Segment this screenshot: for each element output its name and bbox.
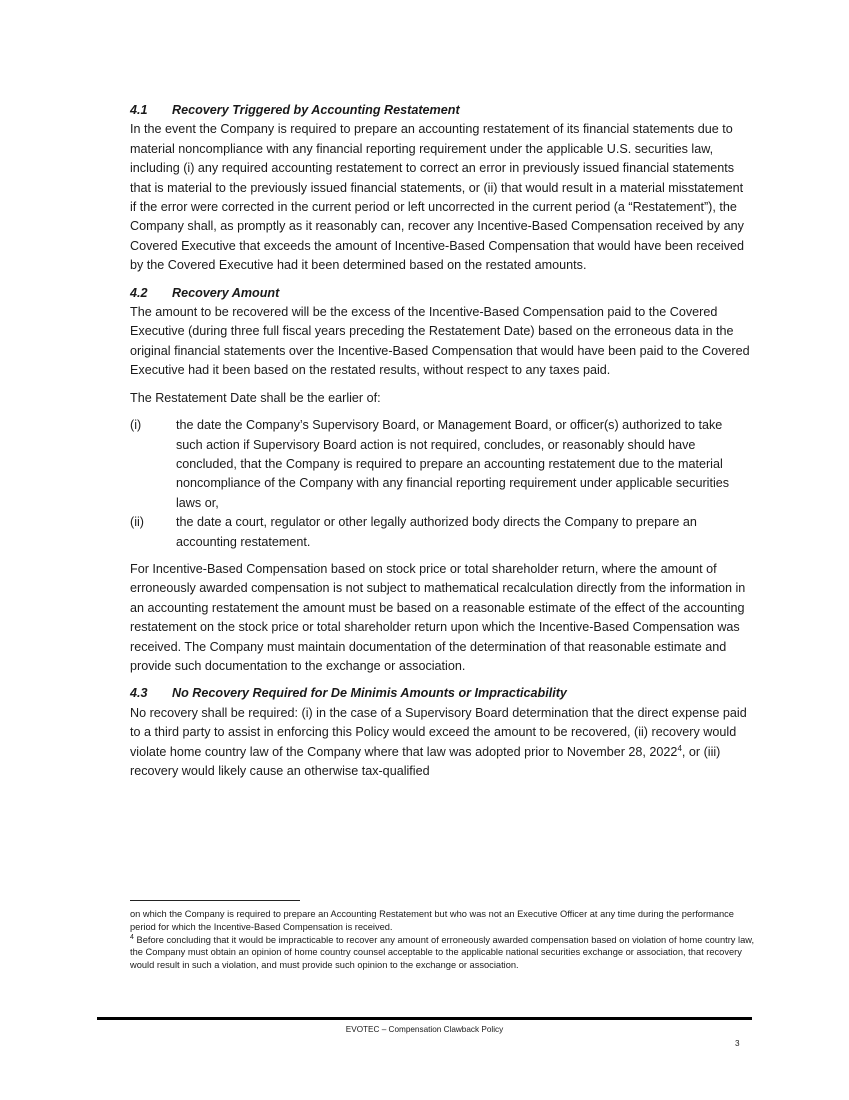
section-4-2-closing: For Incentive-Based Compensation based on stock price or total shareholder return, where the amount of erroneously awarded compensation is not subject to mathematical recalculation directly from the information in an accounting restatement the amount must be based on a reasonable estimate of the effect of the accounting restatement on the stock price or total shareholder return upon which the Incentive-Based Compensation was received. The Company must maintain documentation of the determination of that reasonable estimate and provide such documentation to the exchange or association.	[130, 561, 746, 673]
body-text: No recovery shall be required: (i) in the case of a Supervisory Board determination that the direct expense paid to a third party to assist in enforcing this Policy would exceed the amount to be recovered, (ii) recovery would violate home country law of the Company where that law was adopted prior to November 28, 2022	[130, 705, 747, 759]
section-title: Recovery Amount	[172, 285, 280, 300]
section-number: 4.2	[130, 285, 148, 300]
section-4-2-heading	[130, 284, 750, 303]
list-item	[130, 416, 750, 513]
footnote-separator	[130, 900, 300, 901]
section-number: 4.1	[130, 103, 148, 117]
footer-title: EVOTEC – Compensation Clawback Policy	[345, 1025, 504, 1034]
main-content	[130, 101, 750, 781]
restatement-date-list	[130, 416, 750, 552]
list-marker: (i)	[130, 418, 142, 433]
footnote-reference[interactable]: 4	[677, 743, 682, 753]
list-text: the date a court, regulator or other legally authorized body directs the Company to prepare an accounting restatement.	[176, 515, 697, 549]
footnote-marker: 4	[130, 933, 134, 941]
footnote-4	[130, 934, 755, 972]
list-marker: (ii)	[130, 515, 144, 530]
footnote-continued: on which the Company is required to prepare an Accounting Restatement but who was not an Executive Officer at any time during the performance period for which the Incentive-Based Compensation is received.	[130, 909, 734, 932]
page-number: 3	[735, 1039, 740, 1048]
section-4-3-body	[130, 704, 750, 782]
section-number: 4.3	[130, 686, 148, 701]
section-4-2-body: The amount to be recovered will be the excess of the Incentive-Based Compensation paid to the Covered Executive (during three full fiscal years preceding the Restatement Date) based on the erroneous data in the original financial statements over the Incentive-Based Compensation that would have been paid to the Covered Executive had it been based on the restated results, without respect to any taxes paid.	[130, 305, 750, 378]
list-text: the date the Company’s Supervisory Board, or Management Board, or officer(s) authorized to take such action if Supervisory Board action is not required, concludes, or reasonably should have concluded, that the Company is required to prepare an accounting restatement due to the material noncompliance of the Company with any financial reporting requirement under applicable securities laws or,	[176, 418, 730, 510]
section-4-1-body: In the event the Company is required to prepare an accounting restatement of its financial statements due to material noncompliance with any financial reporting requirement under the applicable U.S. securities law, including (i) any required accounting restatement to correct an error in previously issued financial statements that is material to the previously issued financial statements, or (ii) that would result in a material misstatement if the error were corrected in the current period or left uncorrected in the current period (a “Restatement”), the Company shall, as promptly as it reasonably can, recover any Incentive-Based Compensation received by any Covered Executive that exceeds the amount of Incentive-Based Compensation that would have been received by the Covered Executive had it been determined based on the restated amounts.	[130, 122, 744, 273]
list-item	[130, 513, 750, 552]
body-text: , or (iii) recovery would likely cause an otherwise tax-qualified	[130, 744, 721, 778]
section-4-3-heading	[130, 684, 750, 703]
footnotes	[130, 908, 755, 972]
section-title: No Recovery Required for De Minimis Amounts or Impracticability	[172, 686, 567, 701]
section-4-1-heading	[130, 101, 750, 120]
restatement-date-intro: The Restatement Date shall be the earlier of:	[130, 390, 381, 405]
section-title: Recovery Triggered by Accounting Restatement	[172, 103, 460, 117]
footer-rule	[97, 1017, 752, 1020]
footnote-text: Before concluding that it would be impracticable to recover any amount of erroneously awarded compensation based on violation of home country law, the Company must obtain an opinion of home country counsel acceptable to the applicable national securities exchange or association, that recovery would result in such a violation, and must provide such opinion to the exchange or association.	[130, 934, 755, 971]
